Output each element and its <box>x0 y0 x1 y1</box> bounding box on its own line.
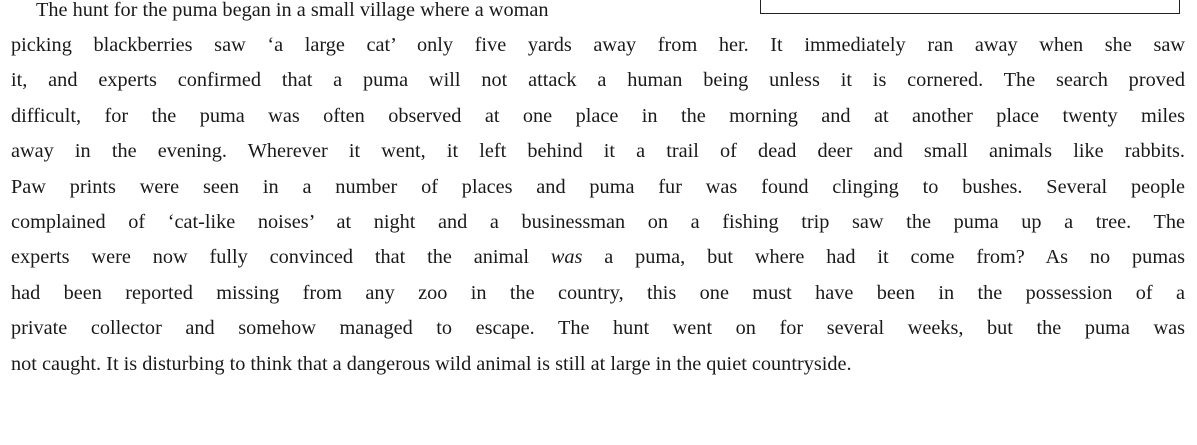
paragraph-line-4: difficult, for the puma was often observed at one place in the morning and at another place twenty miles <box>11 105 1185 127</box>
paragraph-line-7: complained of ‘cat-like noises’ at night and a businessman on a fishing trip saw the puma up a tree. The <box>11 211 1185 233</box>
paragraph-line-2: picking blackberries saw ‘a large cat’ only five yards away from her. It immediately ran away when she saw <box>11 34 1185 56</box>
paragraph-line-3: it, and experts confirmed that a puma will not attack a human being unless it is cornered. The search proved <box>11 69 1185 91</box>
paragraph-line-5: away in the evening. Wherever it went, it left behind it a trail of dead deer and small animals like rabbits. <box>11 140 1185 162</box>
emphasized-word: was <box>550 246 583 268</box>
paragraph-line-11: not caught. It is disturbing to think that a dangerous wild animal is still at large in the quiet countryside. <box>11 353 852 375</box>
paragraph-line-10: private collector and somehow managed to escape. The hunt went on for several weeks, but the puma was <box>11 317 1185 339</box>
paragraph-line-9: had been reported missing from any zoo in the country, this one must have been in the possession of a <box>11 282 1185 304</box>
paragraph-line-8 <box>11 247 1185 267</box>
paragraph-line-1: The hunt for the puma began in a small village where a woman <box>36 0 549 21</box>
line-8-after: a puma, but where had it come from? As no pumas <box>582 246 1185 268</box>
answer-box <box>760 0 1180 14</box>
paragraph-line-6: Paw prints were seen in a number of places and puma fur was found clinging to bushes. Several people <box>11 176 1185 198</box>
line-8-before: experts were now fully convinced that the animal <box>11 246 551 268</box>
